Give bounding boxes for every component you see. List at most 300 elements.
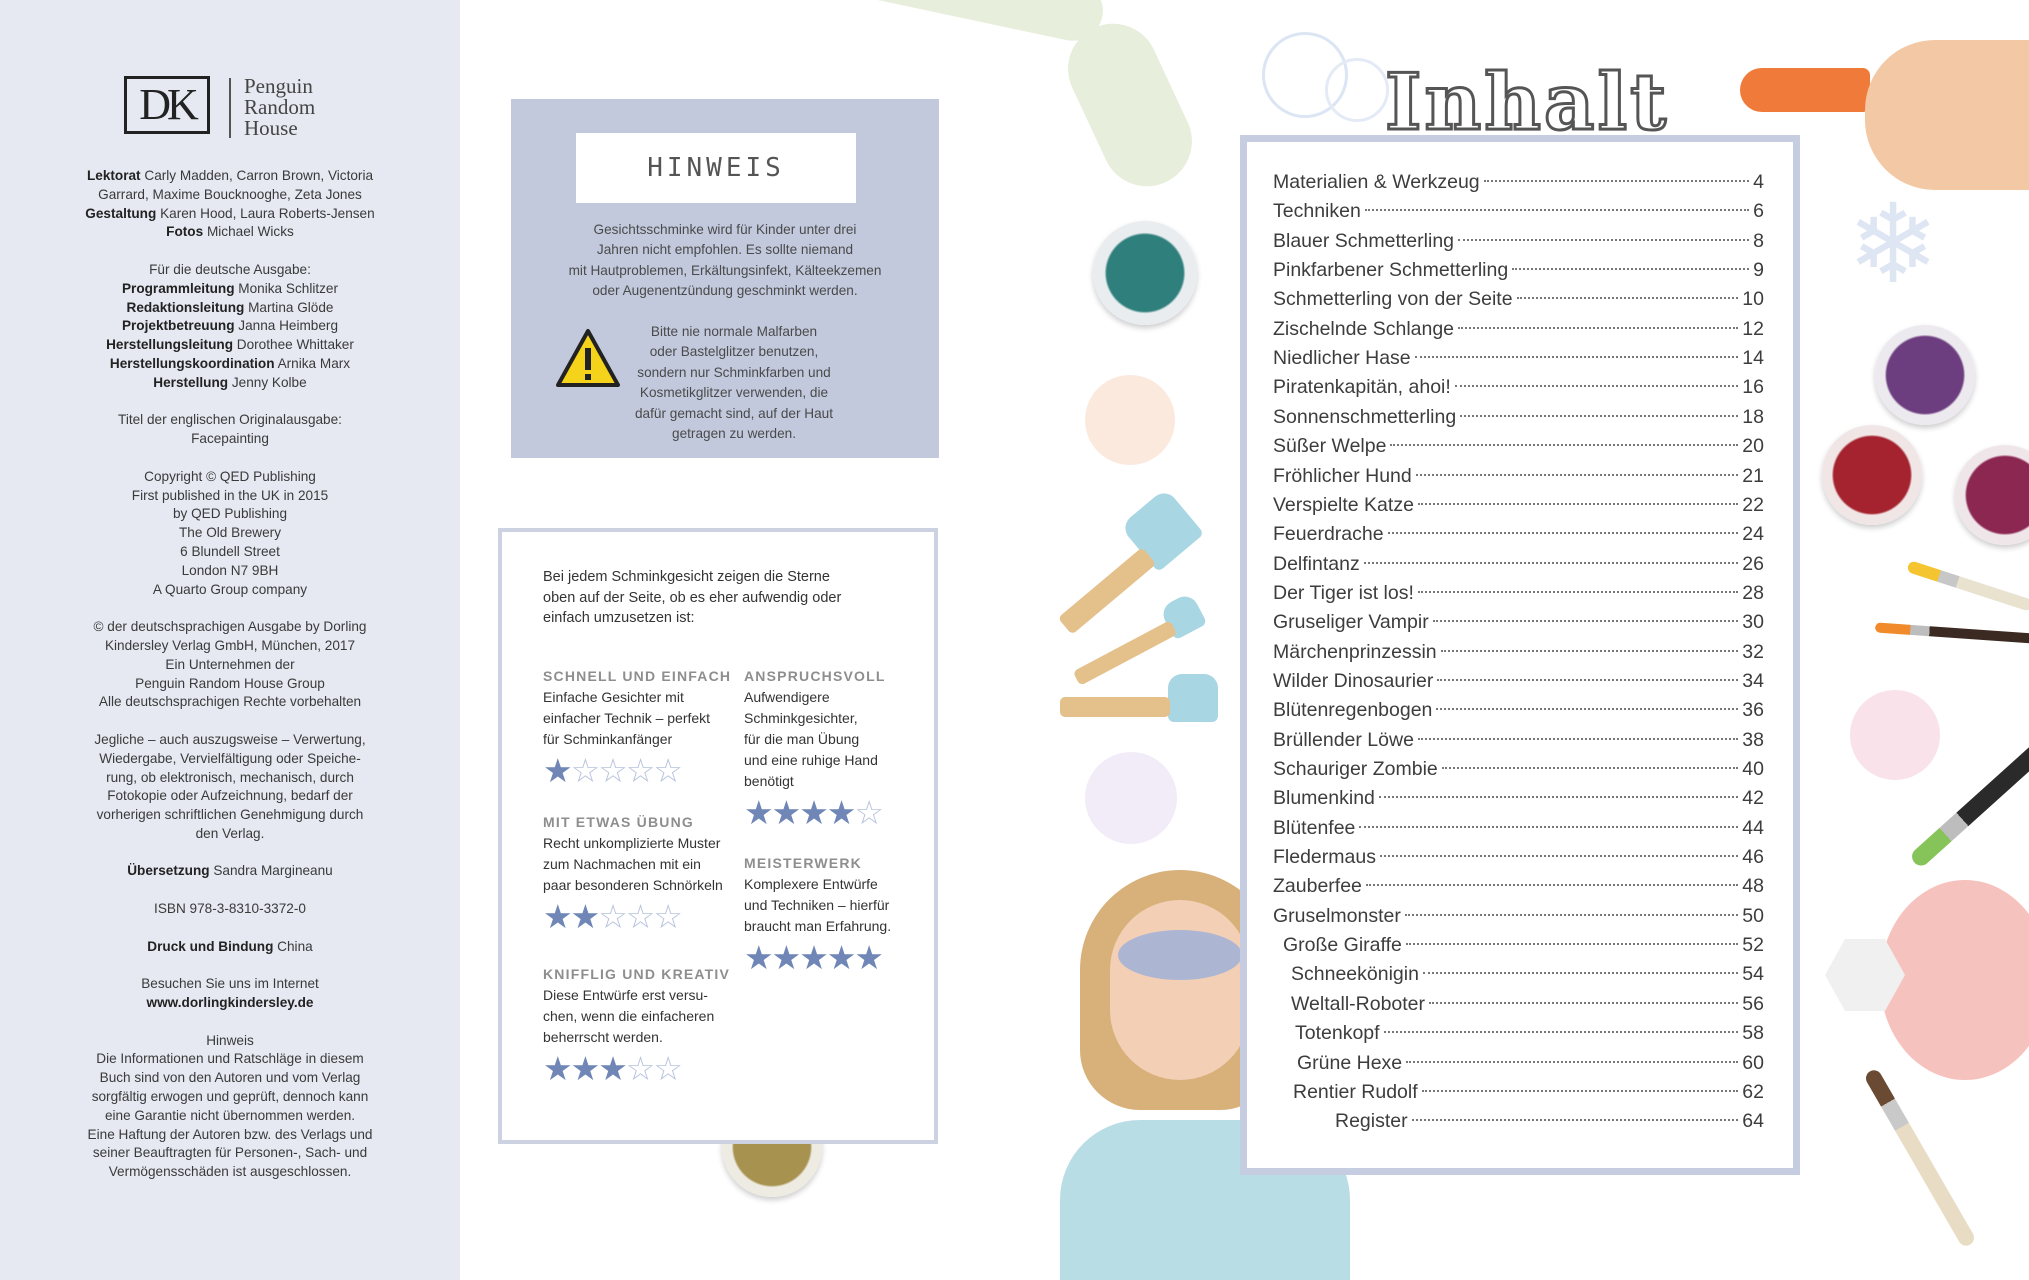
publisher-name-line: Penguin <box>244 74 313 98</box>
contents-entry[interactable] <box>1291 960 1764 989</box>
hinweis-paragraph-1 <box>541 220 909 302</box>
contents-entry-title: Rentier Rudolf <box>1293 1080 1418 1103</box>
imprint-line <box>40 299 420 318</box>
imprint-line-label: Fotos <box>166 224 204 240</box>
contents-entry[interactable] <box>1295 1019 1764 1048</box>
difficulty-level <box>744 668 934 830</box>
imprint-line-text: China <box>273 938 313 954</box>
imprint-line <box>40 656 420 675</box>
contents-entry[interactable] <box>1273 579 1764 608</box>
imprint-line <box>40 994 420 1013</box>
imprint-line-text: by QED Publishing <box>172 506 288 522</box>
contents-entry[interactable] <box>1273 197 1764 226</box>
bubble-decoration-small <box>1325 58 1389 122</box>
difficulty-description-line: chen, wenn die einfacheren <box>543 1008 715 1024</box>
difficulty-description-line: Diese Entwürfe erst versu- <box>543 987 708 1003</box>
difficulty-level-description <box>543 687 733 750</box>
penguin-random-house-logo <box>244 76 315 139</box>
contents-entry-page: 58 <box>1742 1022 1764 1045</box>
contents-entry-title: Gruseliger Vampir <box>1273 611 1429 634</box>
contents-entry-leader <box>1359 826 1738 828</box>
contents-title: Inhalt <box>1385 57 1670 148</box>
imprint-line <box>40 562 420 581</box>
imprint-line-label: Herstellungskoordination <box>109 355 275 371</box>
contents-entry-title: Sonnenschmetterling <box>1273 405 1457 428</box>
contents-entry-page: 50 <box>1742 904 1764 927</box>
contents-entry-leader <box>1441 650 1739 652</box>
imprint-line-text: eine Garantie nicht übernommen werden. <box>104 1107 356 1123</box>
imprint-line-label: Herstellungsleitung <box>106 337 233 353</box>
sponge-brush-3-handle <box>1060 697 1170 717</box>
difficulty-level-heading: ANSPRUCHSVOLL <box>744 668 886 684</box>
paw-print-decoration <box>1085 375 1175 465</box>
imprint-block <box>40 261 420 393</box>
contents-entry-leader <box>1429 1002 1738 1004</box>
imprint-line-text: vorherigen schriftlichen Genehmigung durch <box>96 807 364 823</box>
star-empty-icon: ☆ <box>854 794 882 831</box>
orange-paintbrush <box>1875 622 2029 643</box>
imprint-block <box>40 468 420 600</box>
contents-entry[interactable] <box>1283 931 1764 960</box>
contents-entry-page: 32 <box>1742 640 1764 663</box>
imprint-line-text: Titel der englischen Originalausgabe: <box>118 412 342 428</box>
yellow-paintbrush <box>1906 560 2029 612</box>
hinweis-paragraph-2 <box>612 322 856 444</box>
contents-entry[interactable] <box>1273 491 1764 520</box>
contents-entry-title: Register <box>1335 1110 1408 1133</box>
star-filled-icon: ★ <box>598 1050 626 1087</box>
contents-entry-leader <box>1460 415 1738 417</box>
imprint-line <box>40 900 420 919</box>
contents-entry-page: 12 <box>1742 317 1764 340</box>
difficulty-description-line: braucht man Erfahrung. <box>744 918 892 934</box>
imprint-line-label: Programmleitung <box>121 280 235 296</box>
contents-entry-leader <box>1365 209 1749 211</box>
contents-entry[interactable] <box>1273 755 1764 784</box>
contents-entry-title: Totenkopf <box>1295 1022 1380 1045</box>
contents-entry-leader <box>1433 620 1739 622</box>
imprint-line <box>40 581 420 600</box>
star-empty-icon: ☆ <box>653 752 681 789</box>
star-rating <box>543 754 733 788</box>
contents-entry-title: Materialien & Werkzeug <box>1273 171 1480 193</box>
imprint-line-text: Alle deutschsprachigen Rechte vorbehalten <box>98 694 362 710</box>
imprint-line <box>40 505 420 524</box>
contents-entry-leader <box>1415 356 1739 358</box>
contents-entry[interactable] <box>1273 373 1764 402</box>
contents-entry-title: Fröhlicher Hund <box>1273 464 1412 487</box>
imprint-line <box>40 468 420 487</box>
contents-entry-title: Blauer Schmetterling <box>1273 229 1455 252</box>
girl-face <box>1110 900 1250 1080</box>
difficulty-description-line: Einfache Gesichter mit <box>543 689 684 705</box>
imprint-line <box>40 1144 420 1163</box>
imprint-line-text: Eine Haftung der Autoren bzw. des Verlags und <box>87 1126 373 1142</box>
contents-entry-page: 46 <box>1742 846 1764 869</box>
imprint-line <box>40 487 420 506</box>
imprint-block <box>40 938 420 957</box>
contents-entry[interactable] <box>1273 550 1764 579</box>
contents-entry[interactable] <box>1273 814 1764 843</box>
contents-entry-page: 18 <box>1742 405 1764 428</box>
contents-entry-page: 56 <box>1742 992 1764 1015</box>
magenta-glitter-jar <box>1955 445 2029 545</box>
imprint-line-text: 6 Blundell Street <box>180 543 280 559</box>
imprint-line <box>40 167 420 186</box>
imprint-line-text: ISBN 978-3-8310-3372-0 <box>154 901 306 917</box>
contents-entry-page: 20 <box>1742 435 1764 458</box>
star-filled-icon: ★ <box>570 1050 599 1087</box>
contents-entry-title: Brüllender Löwe <box>1273 728 1414 751</box>
purple-glitter-jar <box>1875 325 1975 425</box>
contents-entry-title: Wilder Dinosaurier <box>1273 669 1434 692</box>
imprint-line <box>40 769 420 788</box>
difficulty-intro-line: einfach umzusetzen ist: <box>543 610 695 627</box>
contents-entry-title: Große Giraffe <box>1283 934 1402 957</box>
contents-entry-page: 30 <box>1742 611 1764 634</box>
contents-entry-page: 54 <box>1742 963 1764 986</box>
imprint-line <box>40 1163 420 1182</box>
contents-entry-page: 28 <box>1742 581 1764 604</box>
contents-entry[interactable] <box>1273 168 1764 197</box>
difficulty-description-line: benötigt <box>744 773 794 789</box>
contents-entry-leader <box>1512 268 1749 270</box>
difficulty-description-line: für die man Übung <box>744 731 860 747</box>
publisher-name-line: Random <box>244 95 316 119</box>
contents-entry-title: Fledermaus <box>1273 846 1376 869</box>
imprint-block <box>40 900 420 919</box>
contents-entry[interactable] <box>1293 1078 1764 1107</box>
snowflake-decoration: ❄ <box>1846 183 1940 306</box>
imprint-line-label: Druck und Bindung <box>147 938 274 954</box>
difficulty-description-line: für Schminkanfänger <box>543 731 673 747</box>
logo-divider <box>229 78 231 138</box>
hinweis-line: getragen zu werden. <box>672 426 796 442</box>
imprint-line-text: Fotokopie oder Aufzeichnung, bedarf der <box>107 788 353 804</box>
hinweis-title: HINWEIS <box>576 133 856 203</box>
contents-entry-page: 40 <box>1742 758 1764 780</box>
imprint-line <box>40 825 420 844</box>
difficulty-level <box>543 966 733 1086</box>
contents-entry-page: 6 <box>1753 200 1764 223</box>
star-filled-icon: ★ <box>771 794 800 831</box>
imprint-line <box>40 675 420 694</box>
contents-entry-title: Schmetterling von der Seite <box>1273 288 1513 311</box>
contents-entry-title: Blumenkind <box>1273 787 1375 810</box>
contents-entry-leader <box>1437 679 1738 681</box>
flower-decoration <box>1085 752 1177 844</box>
imprint-line-text: Garrard, Maxime Boucknooghe, Zeta Jones <box>98 186 362 202</box>
star-rating <box>744 796 934 830</box>
contents-entry-title: Zischelnde Schlange <box>1273 317 1455 340</box>
hinweis-line: Kosmetikglitzer verwenden, die <box>639 385 829 401</box>
imprint-line-text: Martina Glöde <box>244 299 334 315</box>
contents-entry-leader <box>1390 444 1738 446</box>
contents-entry[interactable] <box>1273 696 1764 725</box>
contents-entry[interactable] <box>1273 315 1764 344</box>
red-glitter-jar <box>1822 425 1922 525</box>
star-rating <box>543 900 733 934</box>
imprint-line <box>40 1050 420 1069</box>
difficulty-intro-line: oben auf der Seite, ob es eher aufwendig oder <box>543 589 842 606</box>
imprint-line <box>40 637 420 656</box>
imprint-line-text: Dorothee Whittaker <box>233 337 354 353</box>
imprint-block <box>40 862 420 881</box>
contents-entry[interactable] <box>1273 462 1764 491</box>
star-empty-icon: ☆ <box>625 752 654 789</box>
contents-entry-title: Der Tiger ist los! <box>1273 581 1414 604</box>
star-filled-icon: ★ <box>744 794 772 831</box>
star-empty-icon: ☆ <box>598 898 626 935</box>
imprint-line <box>40 862 420 881</box>
imprint-line <box>40 1107 420 1126</box>
hinweis-line: Gesichtsschminke wird für Kinder unter drei <box>593 222 857 237</box>
contents-entry-leader <box>1458 327 1738 329</box>
imprint-text <box>40 167 420 1201</box>
contents-entry[interactable] <box>1273 872 1764 901</box>
imprint-line-text: Monika Schlitzer <box>234 280 339 296</box>
contents-entry-page: 48 <box>1742 875 1764 898</box>
imprint-line <box>40 618 420 637</box>
difficulty-description-line: Schminkgesichter, <box>744 710 858 726</box>
imprint-line-text: den Verlag. <box>195 825 265 841</box>
star-filled-icon: ★ <box>744 939 772 976</box>
imprint-line-text: Copyright © QED Publishing <box>144 468 316 484</box>
imprint-line <box>40 336 420 355</box>
hinweis-line: oder Bastelglitzer benutzen, <box>649 344 819 360</box>
imprint-line <box>40 975 420 994</box>
imprint-line-text: Arnika Marx <box>274 355 351 371</box>
contents-entry[interactable] <box>1291 990 1764 1019</box>
contents-entry-title: Niedlicher Hase <box>1273 347 1411 370</box>
contents-entry[interactable] <box>1273 432 1764 461</box>
imprint-line <box>40 750 420 769</box>
imprint-line-text: Besuchen Sie uns im Internet <box>141 976 319 992</box>
imprint-block <box>40 411 420 449</box>
imprint-line-label: Gestaltung <box>85 205 157 221</box>
contents-entry-page: 10 <box>1742 288 1764 311</box>
contents-entry-leader <box>1379 796 1738 798</box>
contents-entry-title: Zauberfee <box>1273 875 1362 898</box>
carrot-finger-decoration <box>1740 68 1870 112</box>
imprint-line-text: Michael Wicks <box>203 224 294 240</box>
contents-entry-leader <box>1418 738 1738 740</box>
contents-entry-page: 16 <box>1742 376 1764 399</box>
imprint-line-text: The Old Brewery <box>179 525 281 541</box>
star-empty-icon: ☆ <box>625 1050 654 1087</box>
difficulty-description-line: Aufwendigere <box>744 689 830 705</box>
imprint-line-text: Vermögensschäden ist ausgeschlossen. <box>108 1164 352 1180</box>
contents-entry-leader <box>1436 708 1738 710</box>
contents-entry-title: Gruselmonster <box>1273 904 1401 927</box>
hinweis-line: sondern nur Schminkfarben und <box>637 364 831 380</box>
imprint-line-text: Für die deutsche Ausgabe: <box>149 261 311 277</box>
star-empty-icon: ☆ <box>598 752 626 789</box>
contents-entry-title: Blütenregenbogen <box>1273 699 1433 722</box>
contents-entry[interactable] <box>1273 520 1764 549</box>
contents-entry-leader <box>1416 474 1739 476</box>
star-empty-icon: ☆ <box>653 1050 681 1087</box>
imprint-line <box>40 1088 420 1107</box>
contents-entry-page: 4 <box>1753 171 1764 193</box>
pink-makeup-sponge <box>1880 880 2029 1080</box>
imprint-line-text: Wiedergabe, Vervielfältigung oder Speiche- <box>99 750 361 766</box>
sponge-brush-2-handle <box>1073 620 1178 686</box>
contents-entry[interactable] <box>1273 285 1764 314</box>
imprint-line-text: Die Informationen und Ratschläge in diesem <box>96 1051 364 1067</box>
star-filled-icon: ★ <box>826 794 855 831</box>
imprint-line <box>40 223 420 242</box>
imprint-line <box>40 1069 420 1088</box>
contents-entry[interactable] <box>1273 608 1764 637</box>
star-filled-icon: ★ <box>771 939 800 976</box>
imprint-line-text: A Quarto Group company <box>152 581 308 597</box>
contents-entry-title: Schneekönigin <box>1291 963 1419 986</box>
contents-entry-leader <box>1364 562 1739 564</box>
imprint-line-text: Sandra Margineanu <box>209 863 333 879</box>
imprint-line-text: Penguin Random House Group <box>135 675 325 691</box>
imprint-line-label: Projektbetreuung <box>121 318 235 334</box>
contents-entry-page: 64 <box>1742 1110 1764 1133</box>
imprint-block <box>40 731 420 844</box>
contents-entry[interactable] <box>1273 667 1764 696</box>
contents-entry-title: Schauriger Zombie <box>1273 758 1438 780</box>
paw-print-decoration-pink <box>1850 690 1940 780</box>
contents-entry-title: Verspielte Katze <box>1273 493 1414 516</box>
difficulty-level-heading: SCHNELL UND EINFACH <box>543 668 732 684</box>
imprint-line-text: Ein Unternehmen der <box>165 656 295 672</box>
imprint-line <box>40 543 420 562</box>
publisher-name-line: House <box>244 116 298 140</box>
contents-entry[interactable] <box>1273 638 1764 667</box>
contents-entry[interactable] <box>1297 1049 1764 1078</box>
imprint-line <box>40 374 420 393</box>
contents-entry-title: Märchenprinzessin <box>1273 640 1437 663</box>
contents-entry-leader <box>1412 1119 1739 1121</box>
contents-entry[interactable] <box>1273 843 1764 872</box>
imprint-line <box>40 524 420 543</box>
contents-entry-page: 26 <box>1742 552 1764 575</box>
makeup-brush <box>1863 1067 1977 1248</box>
imprint-line <box>40 693 420 712</box>
imprint-line <box>40 205 420 224</box>
difficulty-intro <box>543 567 893 629</box>
contents-entry-page: 38 <box>1742 728 1764 751</box>
contents-entry[interactable] <box>1273 344 1764 373</box>
imprint-line-text: sorgfältig erwogen und geprüft, dennoch kann <box>91 1089 369 1105</box>
star-filled-icon: ★ <box>570 898 599 935</box>
hinweis-line: dafür gemacht sind, auf der Haut <box>635 405 833 421</box>
contents-entry-leader <box>1422 1090 1739 1092</box>
contents-entry-leader <box>1423 972 1738 974</box>
contents-entry-page: 24 <box>1742 523 1764 546</box>
difficulty-level-description <box>744 874 934 937</box>
contents-entry-leader <box>1406 943 1738 945</box>
contents-entry[interactable] <box>1273 902 1764 931</box>
contents-entry-leader <box>1442 767 1739 769</box>
imprint-line <box>40 1032 420 1051</box>
face-paint-mask <box>1118 930 1242 980</box>
star-rating <box>543 1052 733 1086</box>
contents-entry-title: Süßer Welpe <box>1273 435 1387 458</box>
contents-entry-page: 22 <box>1742 493 1764 516</box>
difficulty-level <box>744 855 934 975</box>
imprint-line-label: Redaktionsleitung <box>126 299 245 315</box>
contents-entry[interactable] <box>1273 227 1764 256</box>
sponge-brush-1-handle <box>1058 547 1156 635</box>
contents-entry-leader <box>1418 503 1738 505</box>
contents-entry-page: 62 <box>1742 1080 1764 1103</box>
imprint-line-text: Carly Madden, Carron Brown, Victoria <box>140 168 374 183</box>
imprint-line <box>40 280 420 299</box>
star-filled-icon: ★ <box>799 939 827 976</box>
difficulty-description-line: Recht unkomplizierte Muster <box>543 835 721 851</box>
contents-entry-leader <box>1380 855 1738 857</box>
difficulty-level-heading: MIT ETWAS ÜBUNG <box>543 814 694 830</box>
imprint-line <box>40 1126 420 1145</box>
imprint-block <box>40 1032 420 1182</box>
contents-entry[interactable] <box>1335 1107 1764 1136</box>
hinweis-line: mit Hautproblemen, Erkältungsinfekt, Kälteekzemen <box>568 262 882 278</box>
difficulty-description-line: zum Nachmachen mit ein <box>543 856 701 872</box>
difficulty-description-line: und Techniken – hierfür <box>744 897 890 913</box>
imprint-line-text: Jegliche – auch auszugsweise – Verwertung, <box>94 731 366 747</box>
contents-entry[interactable] <box>1273 784 1764 813</box>
contents-entry-leader <box>1406 1061 1738 1063</box>
hinweis-line: oder Augenentzündung geschminkt werden. <box>592 283 858 299</box>
imprint-line <box>40 317 420 336</box>
contents-entry[interactable] <box>1273 726 1764 755</box>
contents-entry-page: 52 <box>1742 934 1764 957</box>
contents-entry[interactable] <box>1273 403 1764 432</box>
imprint-line-text: Facepainting <box>191 431 269 447</box>
difficulty-description-line: und eine ruhige Hand <box>744 752 878 768</box>
imprint-line-text: London N7 9BH <box>181 562 279 578</box>
star-filled-icon: ★ <box>543 898 571 935</box>
difficulty-level-description <box>543 833 733 896</box>
contents-entry-leader <box>1405 914 1738 916</box>
imprint-line-text: Janna Heimberg <box>234 318 339 334</box>
imprint-line <box>40 355 420 374</box>
difficulty-level-description <box>744 687 934 792</box>
imprint-line-text: rung, ob elektronisch, mechanisch, durch <box>106 769 354 785</box>
contents-entry-leader <box>1418 591 1738 593</box>
difficulty-level-heading: KNIFFLIG UND KREATIV <box>543 966 731 982</box>
contents-entry-page: 8 <box>1753 229 1764 252</box>
star-empty-icon: ☆ <box>653 898 681 935</box>
imprint-line <box>40 938 420 957</box>
imprint-line-label: Übersetzung <box>127 863 210 879</box>
difficulty-description-line: beherrscht werden. <box>543 1029 663 1045</box>
contents-entry[interactable] <box>1273 256 1764 285</box>
contents-entry-leader <box>1517 297 1739 299</box>
imprint-line-text: seiner Beauftragten für Personen-, Sach- und <box>92 1145 368 1161</box>
imprint-line-label: www.dorlingkindersley.de <box>146 995 314 1011</box>
imprint-block <box>40 167 420 242</box>
dk-logo: DK <box>124 76 210 134</box>
imprint-block <box>40 618 420 712</box>
contents-entry-title: Blütenfee <box>1273 816 1356 839</box>
imprint-line-text: Jenny Kolbe <box>228 374 307 390</box>
star-filled-icon: ★ <box>854 939 882 976</box>
difficulty-level <box>543 668 733 788</box>
contents-entry-leader <box>1455 385 1739 387</box>
teal-glitter-jar <box>1093 221 1197 325</box>
contents-entry-page: 36 <box>1742 699 1764 722</box>
imprint-line <box>40 411 420 430</box>
imprint-line-text: Buch sind von den Autoren und vom Verlag <box>99 1070 361 1086</box>
star-filled-icon: ★ <box>799 794 827 831</box>
